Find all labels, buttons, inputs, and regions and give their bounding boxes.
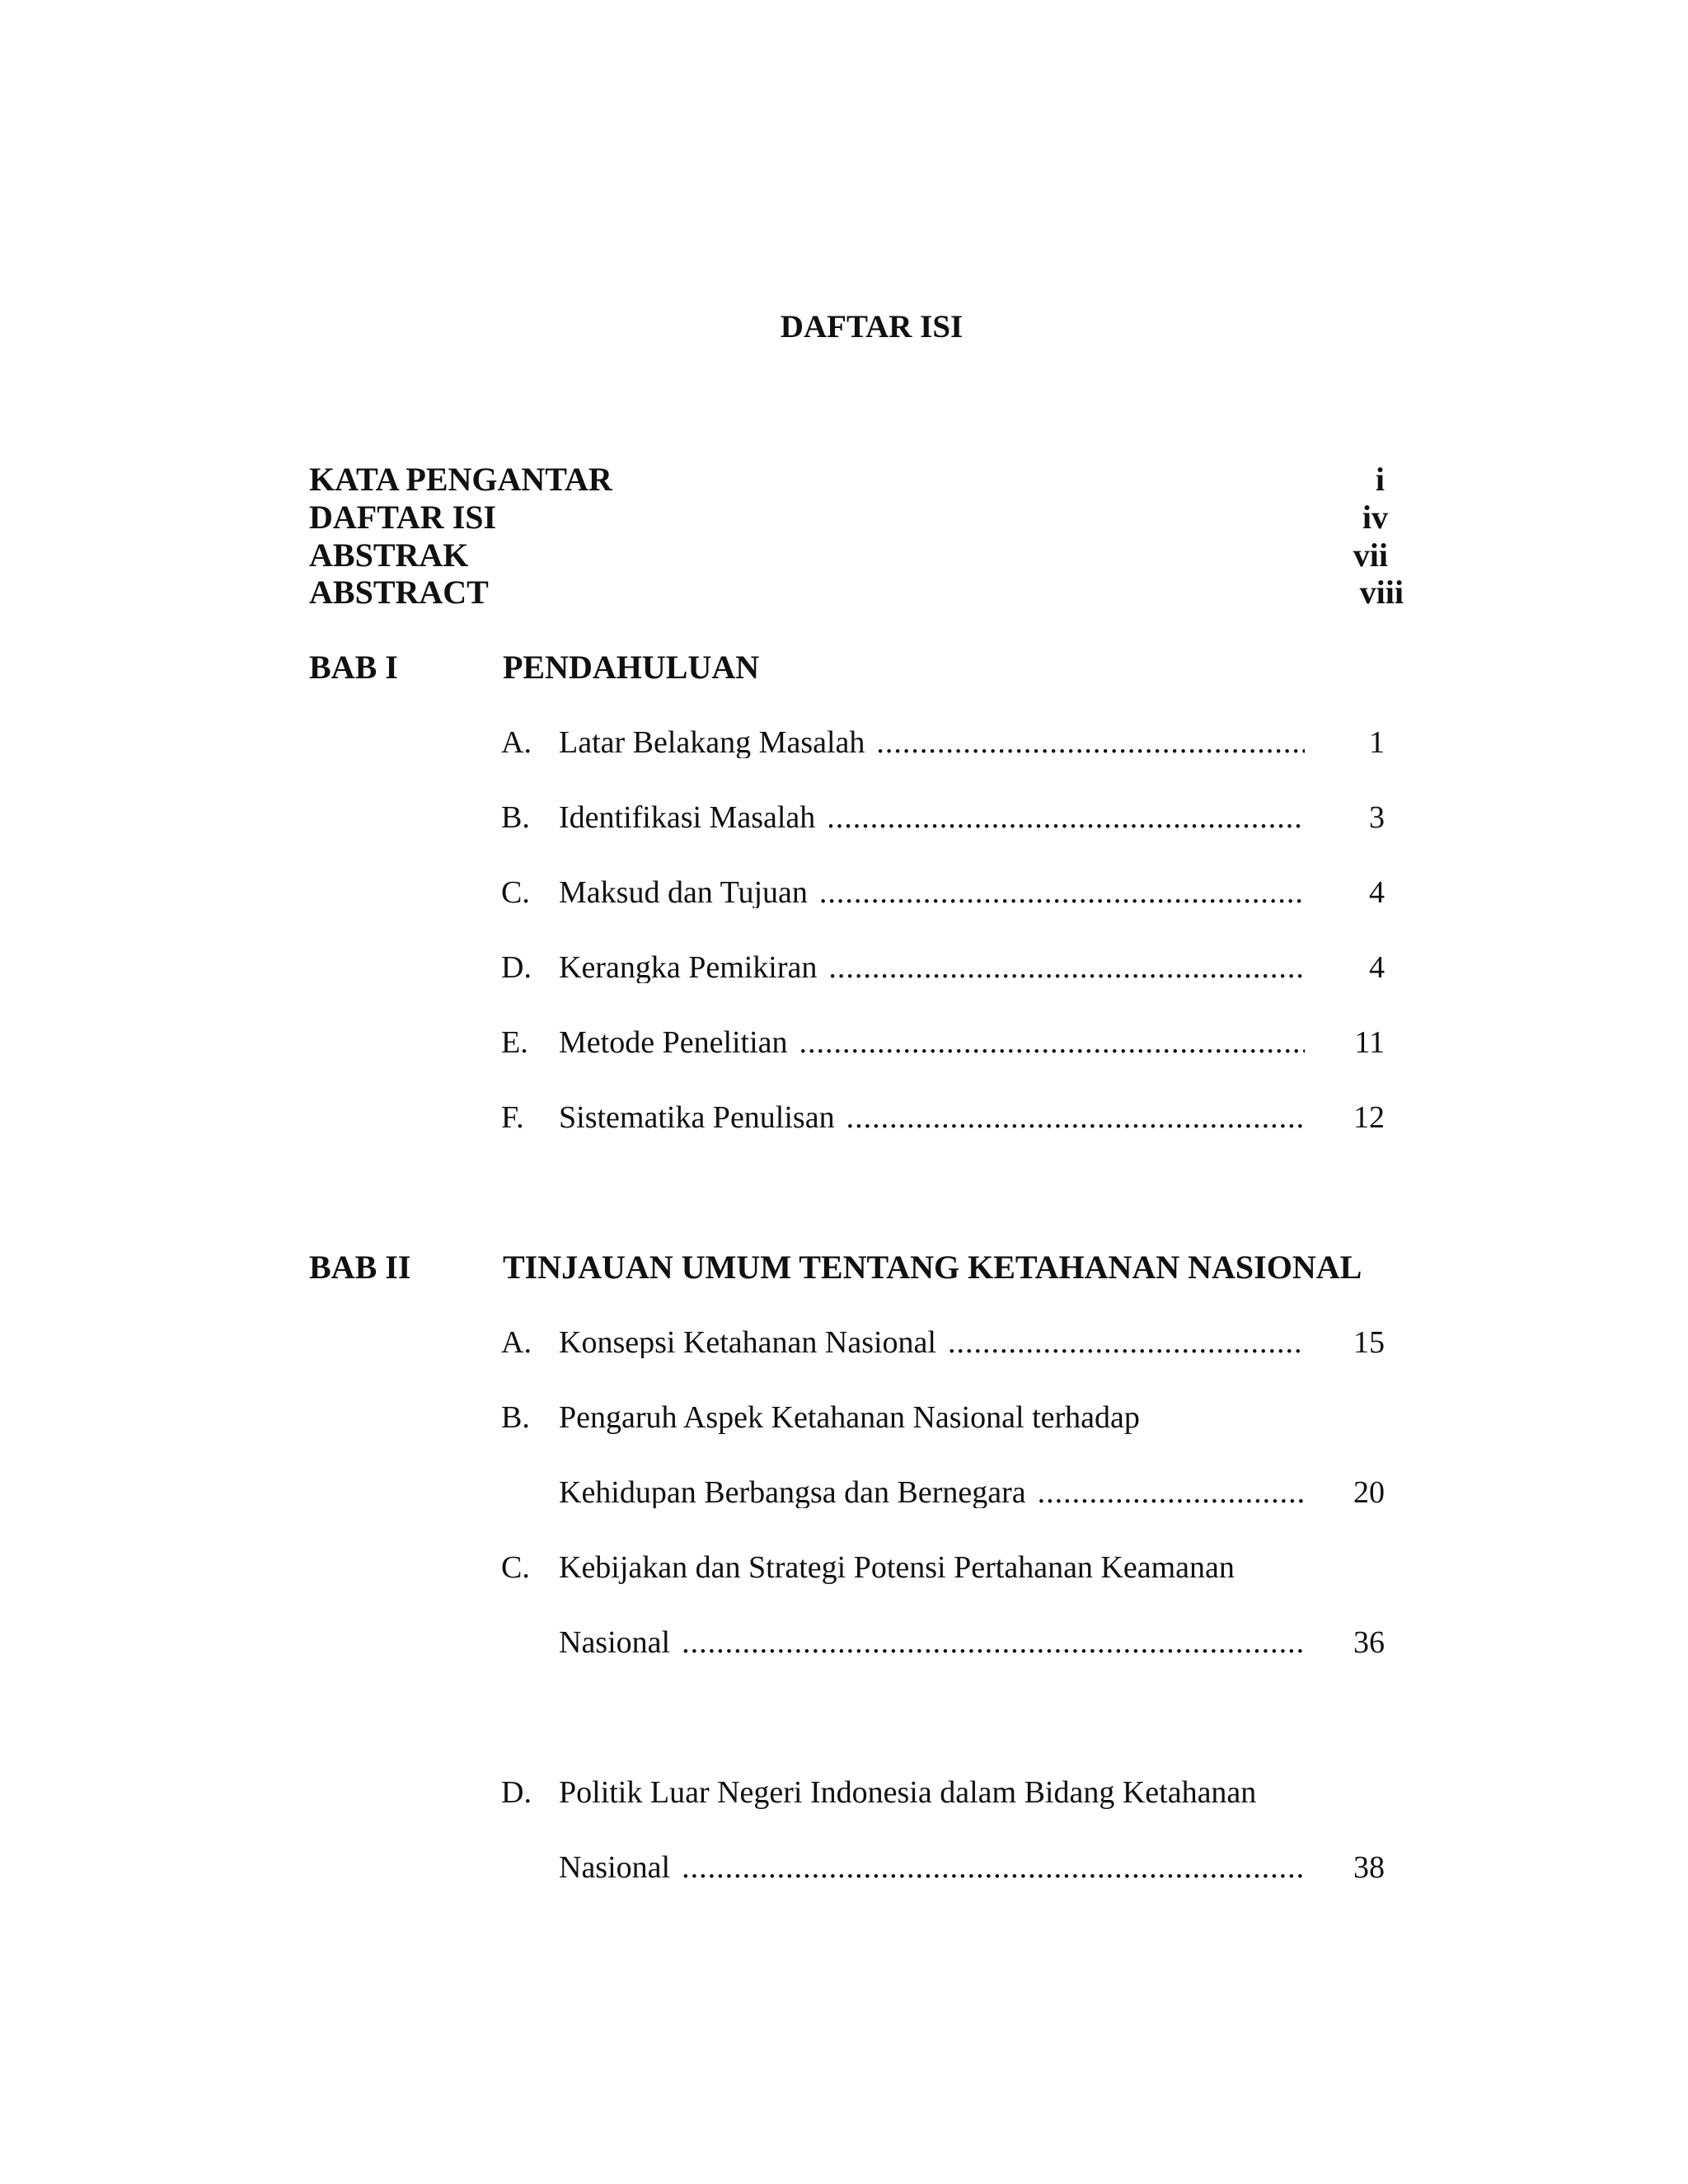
entry-text: Latar Belakang Masalah	[559, 727, 865, 758]
toc-entry	[559, 1627, 1305, 1658]
entry-page: 1	[1369, 725, 1385, 760]
toc-entry	[559, 1327, 1305, 1358]
chapter-title: PENDAHULUAN	[503, 649, 760, 686]
entry-page: 38	[1353, 1850, 1385, 1885]
toc-entry	[559, 1477, 1305, 1508]
entry-page: 4	[1369, 950, 1385, 985]
dot-leader	[827, 802, 1305, 833]
toc-entry	[559, 1027, 1305, 1058]
dot-leader	[682, 1852, 1305, 1883]
front-matter-page: vii	[1353, 537, 1388, 574]
entry-text: Metode Penelitian	[559, 1027, 788, 1058]
dot-leader	[682, 1627, 1305, 1658]
entry-letter: F.	[501, 1100, 524, 1135]
entry-letter: B.	[501, 1400, 530, 1435]
toc-entry	[559, 1102, 1305, 1133]
front-matter-label: DAFTAR ISI	[309, 499, 497, 536]
entry-text: Maksud dan Tujuan	[559, 877, 808, 908]
chapter-title: TINJAUAN UMUM TENTANG KETAHANAN NASIONAL	[503, 1249, 1362, 1286]
toc-entry	[559, 877, 1305, 908]
entry-page: 15	[1353, 1325, 1385, 1360]
toc-entry	[559, 727, 1305, 758]
dot-leader	[799, 1027, 1305, 1058]
toc-entry	[559, 802, 1305, 833]
entry-text-continuation: Kehidupan Berbangsa dan Bernegara	[559, 1477, 1026, 1508]
toc-entry	[559, 952, 1305, 983]
entry-text: Identifikasi Masalah	[559, 802, 816, 833]
entry-letter: D.	[501, 1775, 532, 1810]
toc-entry	[559, 1852, 1305, 1883]
dot-leader	[819, 877, 1305, 908]
entry-text: Konsepsi Ketahanan Nasional	[559, 1327, 936, 1358]
entry-text: Sistematika Penulisan	[559, 1102, 835, 1133]
entry-text-continuation: Nasional	[559, 1627, 671, 1658]
front-matter-page: viii	[1359, 574, 1404, 611]
entry-page: 12	[1353, 1100, 1385, 1135]
dot-leader	[1038, 1477, 1305, 1508]
entry-page: 36	[1353, 1625, 1385, 1660]
chapter-label: BAB I	[309, 649, 398, 686]
front-matter-label: KATA PENGANTAR	[309, 461, 612, 498]
page-title: DAFTAR ISI	[780, 309, 964, 344]
entry-text: Politik Luar Negeri Indonesia dalam Bidang Ketahanan	[559, 1775, 1257, 1810]
entry-letter: A.	[501, 1325, 532, 1360]
entry-text: Kerangka Pemikiran	[559, 952, 818, 983]
front-matter-label: ABSTRAK	[309, 537, 469, 574]
dot-leader	[948, 1327, 1305, 1358]
entry-page: 3	[1369, 800, 1385, 835]
entry-text: Pengaruh Aspek Ketahanan Nasional terhadap	[559, 1400, 1140, 1435]
entry-letter: C.	[501, 875, 530, 910]
entry-page: 11	[1354, 1025, 1385, 1060]
entry-letter: E.	[501, 1025, 528, 1060]
front-matter-page: iv	[1362, 499, 1388, 536]
dot-leader	[876, 727, 1305, 758]
entry-letter: A.	[501, 725, 532, 760]
entry-text: Kebijakan dan Strategi Potensi Pertahanan Keamanan	[559, 1550, 1235, 1585]
entry-letter: B.	[501, 800, 530, 835]
entry-page: 20	[1353, 1475, 1385, 1510]
entry-letter: C.	[501, 1550, 530, 1585]
dot-leader	[828, 952, 1305, 983]
chapter-label: BAB II	[309, 1249, 411, 1286]
entry-text-continuation: Nasional	[559, 1852, 671, 1883]
entry-page: 4	[1369, 875, 1385, 910]
front-matter-label: ABSTRACT	[309, 574, 489, 611]
dot-leader	[846, 1102, 1305, 1133]
front-matter-page: i	[1375, 461, 1385, 498]
entry-letter: D.	[501, 950, 532, 985]
